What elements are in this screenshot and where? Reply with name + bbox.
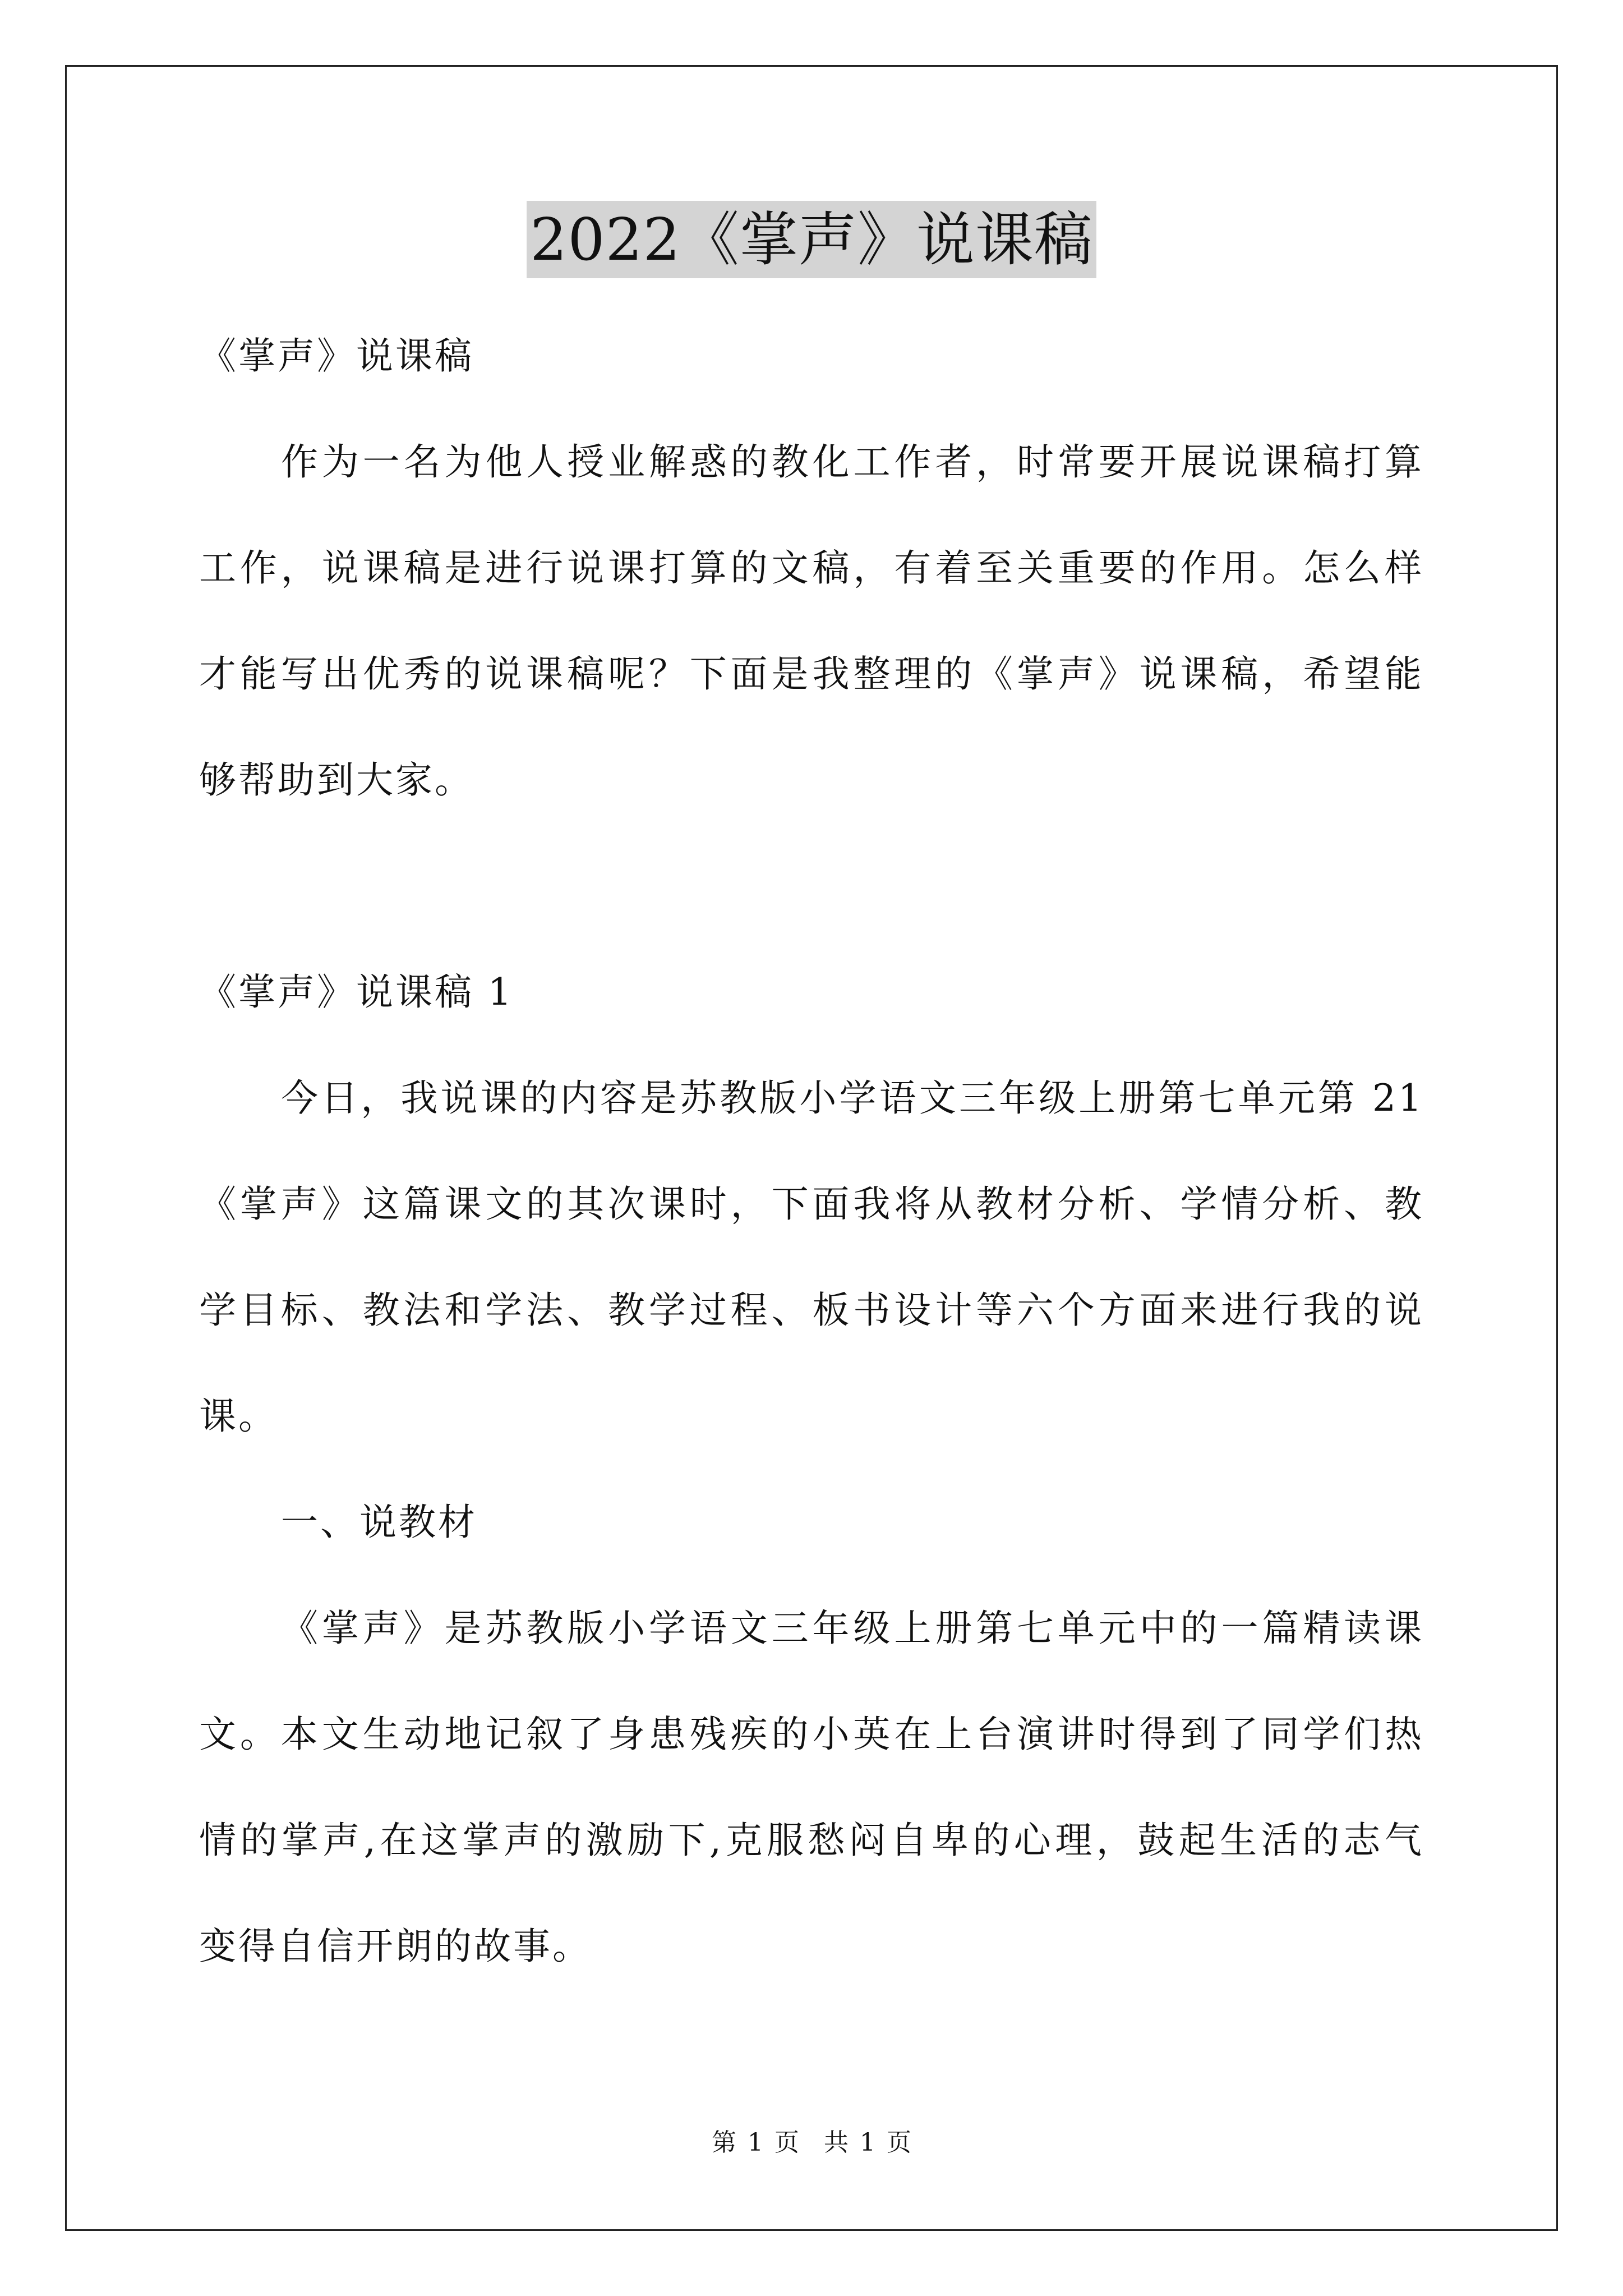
paragraph-line: 《掌声》这篇课文的其次课时，下面我将从教材分析、学情分析、教 [199, 1182, 1424, 1226]
document-title: 2022《掌声》说课稿 [527, 201, 1096, 278]
blank-line [199, 833, 1424, 939]
paragraph-line: 今日，我说课的内容是苏教版小学语文三年级上册第七单元第 21 [281, 1076, 1424, 1120]
paragraph-line: 变得自信开朗的故事。 [199, 1925, 592, 1968]
paragraph-line: 作为一名为他人授业解惑的教化工作者，时常要开展说课稿打算 [281, 440, 1424, 484]
section-heading: 《掌声》说课稿 1 [199, 970, 514, 1014]
paragraph-line: 够帮助到大家。 [199, 758, 474, 802]
page-footer: 第 1 页 共 1 页 [712, 2128, 911, 2157]
paragraph-line: 《掌声》是苏教版小学语文三年级上册第七单元中的一篇精读课 [281, 1607, 1424, 1650]
paragraph-line: 学目标、教法和学法、教学过程、板书设计等六个方面来进行我的说 [199, 1289, 1424, 1332]
section-heading: 《掌声》说课稿 [199, 334, 474, 378]
paragraph-line: 情的掌声,在这掌声的激励下,克服愁闷自卑的心理，鼓起生活的志气 [199, 1819, 1424, 1862]
paragraph-line: 文。本文生动地记叙了身患残疾的小英在上台演讲时得到了同学们热 [199, 1713, 1424, 1756]
document-body [199, 303, 1424, 1999]
paragraph-line: 才能写出优秀的说课稿呢？下面是我整理的《掌声》说课稿，希望能 [199, 652, 1424, 696]
title-container [0, 201, 1623, 278]
paragraph-line: 课。 [199, 1395, 278, 1438]
paragraph-line: 工作，说课稿是进行说课打算的文稿，有着至关重要的作用。怎么样 [199, 546, 1424, 590]
subsection-heading: 一、说教材 [281, 1501, 477, 1544]
